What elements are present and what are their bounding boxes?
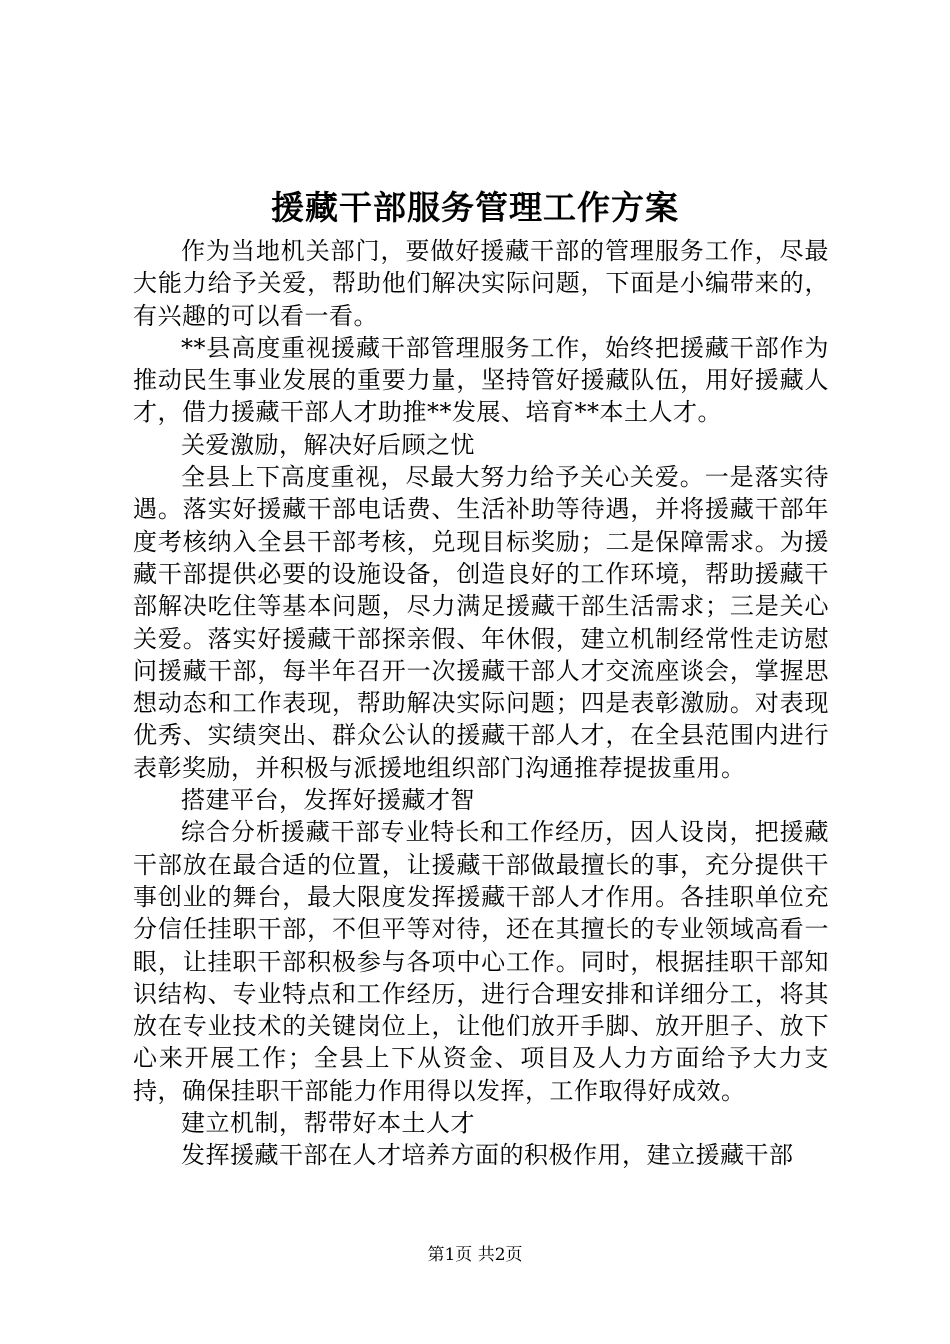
page-footer: 第1页 共2页 [427,1245,523,1265]
section-heading-platform: 搭建平台，发挥好援藏才智 [181,786,475,815]
section-heading-care: 关爱激励，解决好后顾之忧 [181,430,475,459]
care-paragraph: 全县上下高度重视，尽最大努力给予关心关爱。一是落实待遇。落实好援藏干部电话费、生活补助等待遇，并将援藏干部年度考核纳入全县干部考核，兑现目标奖励；二是保障需求。为援藏干部提供必要的设施设备，创造良好的工作环境，帮助援藏干部解决吃住等基本问题，尽力满足援藏干部生活需求；三是关心关爱。落实好援藏干部探亲假、年休假，建立机制经常性走访慰问援藏干部，每半年召开一次援藏干部人才交流座谈会，掌握思想动态和工作表现，帮助解决实际问题；四是表彰激励。对表现优秀、实绩突出、群众公认的援藏干部人才，在全县范围内进行表彰奖励，并积极与派援地组织部门沟通推荐提拔重用。 [133,463,829,782]
overview-paragraph: **县高度重视援藏干部管理服务工作，始终把援藏干部作为推动民生事业发展的重要力量，坚持管好援藏队伍，用好援藏人才，借力援藏干部人才助推**发展、培育**本土人才。 [133,333,829,427]
document-title: 援藏干部服务管理工作方案 [271,188,679,227]
intro-paragraph: 作为当地机关部门，要做好援藏干部的管理服务工作，尽最大能力给予关爱，帮助他们解决实际问题，下面是小编带来的，有兴趣的可以看一看。 [133,237,829,330]
section-heading-mechanism: 建立机制，帮带好本土人才 [181,1109,475,1138]
platform-paragraph: 综合分析援藏干部专业特长和工作经历，因人设岗，把援藏干部放在最合适的位置，让援藏干部做最擅长的事，充分提供干事创业的舞台，最大限度发挥援藏干部人才作用。各挂职单位充分信任挂职干部，不但平等对待，还在其擅长的专业领域高看一眼，让挂职干部积极参与各项中心工作。同时，根据挂职干部知识结构、专业特点和工作经历，进行合理安排和详细分工，将其放在专业技术的关键岗位上，让他们放开手脚、放开胆子、放下心来开展工作；全县上下从资金、项目及人力方面给予大力支持，确保挂职干部能力作用得以发挥，工作取得好成效。 [133,818,829,1105]
document-body [133,235,829,1172]
mechanism-paragraph: 发挥援藏干部在人才培养方面的积极作用，建立援藏干部 [181,1141,794,1170]
